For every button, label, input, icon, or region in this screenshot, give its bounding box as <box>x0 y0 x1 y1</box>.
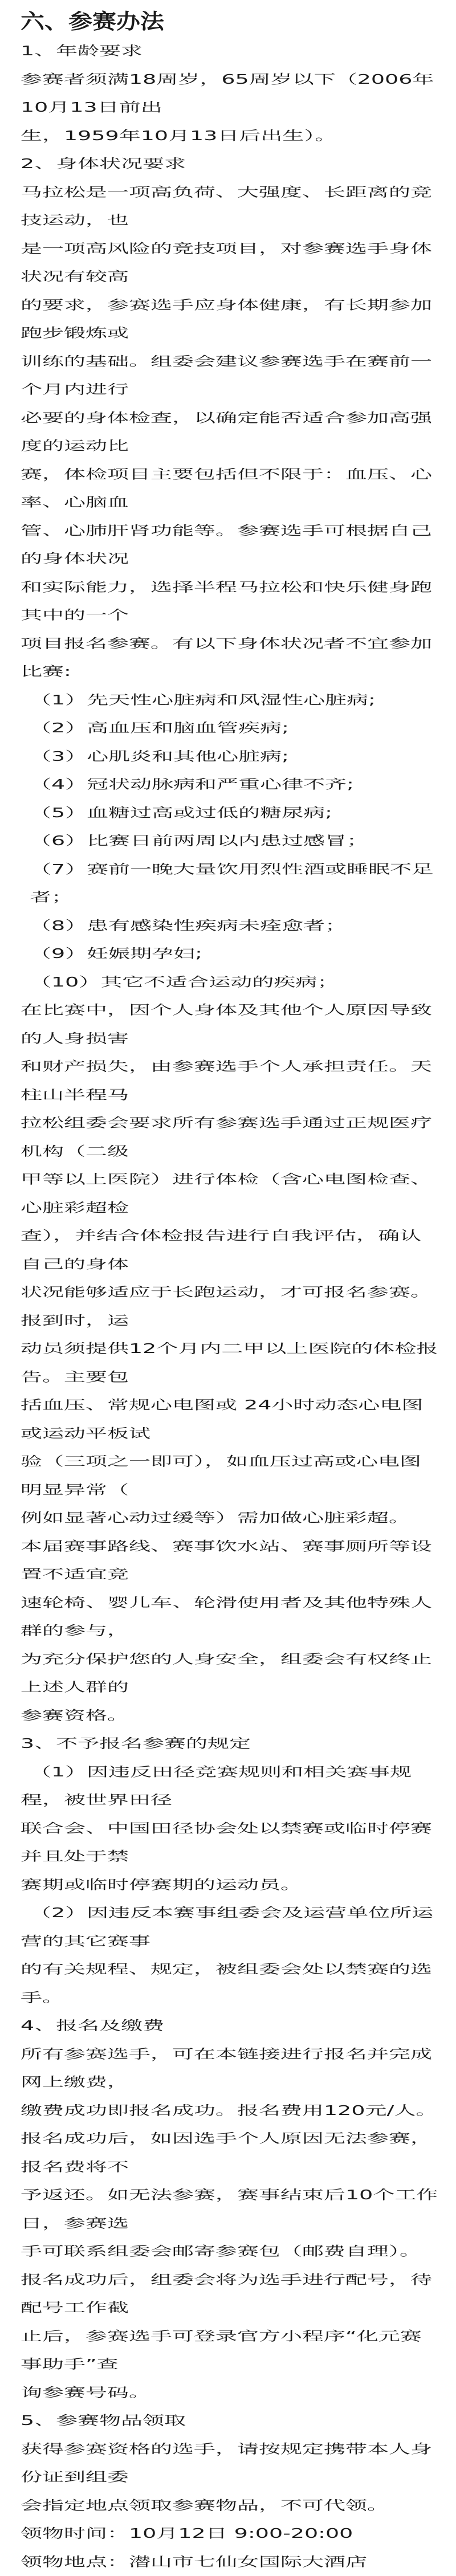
condition-item: （2）高血压和脑血管疾病; <box>30 720 289 736</box>
condition-item: （9）妊娠期孕妇; <box>30 946 202 961</box>
condition-list <box>21 686 442 996</box>
registration-paragraph: 所有参赛选手，可在本链接进行报名并完成网上缴费， 缴费成功即报名成功。报名费用120元/人。 <box>21 2046 438 2118</box>
condition-item: （4）冠状动脉病和严重心律不齐; <box>30 777 354 792</box>
condition-item: （1）先天性心脏病和风湿性心脏病; <box>30 692 376 708</box>
condition-item: （5）血糖过高或过低的糖尿病; <box>30 805 332 821</box>
restriction-text: 本届赛事路线、赛事饮水站、赛事厕所等设置不适宜竞 速轮椅、婴儿车、轮滑使用者及其他特殊人群的参与， 为充分保护您的人身安全，组委会有权终止上述人群的 参赛资格。 <box>21 1538 433 1723</box>
registration-heading: 4、报名及缴费 <box>21 2018 165 2033</box>
condition-item: （3）心肌炎和其他心脏病; <box>30 748 289 764</box>
condition-item: （10）其它不适合运动的疾病； <box>30 974 339 990</box>
condition-item: （6）比赛日前两周以内患过感冒； <box>30 833 369 849</box>
ineligible-item: （1）因违反田径竞赛规则和相关赛事规程，被世界田径 联合会、中国田径协会处以禁赛或临时停赛并且处于禁 赛期或临时停赛期的运动员。 <box>21 1764 433 1893</box>
pickup-location: 领物地点：潜山市七仙女国际大酒店 <box>21 2554 368 2570</box>
age-heading: 1、年龄要求 <box>21 43 143 59</box>
pickup-time: 领物时间：10月12日 9:00-20:00 <box>21 2526 353 2541</box>
section-title: 六、参赛办法 <box>21 9 165 34</box>
liability-text: 在比赛中，因个人身体及其他个人原因导致的人身损害 和财产损失，由参赛选手个人承担责任。天柱山半程马 拉松组委会要求所有参赛选手通过正规医疗机构（二级 甲等以上医院）进行体检（含心电图检查、心脏彩超检 查），并结合体检报告进行自我评估，确认自己的身体 状况能够适应于长跑运动，才可报名参赛。报到时，运 动员须提供12个月内二甲以上医院的体检报告。主要包 括血压、常规心电图或 24小时动态心电图或运动平板试 验（三项之一即可），如血压过高或心电图明显异常（ 例如显著心动过缓等）需加做心脏彩超。 <box>21 1002 438 1526</box>
ineligible-heading: 3、不予报名参赛的规定 <box>21 1736 251 1751</box>
age-requirement-text: 参赛者须满18周岁，65周岁以下（2006年10月13日前出 生，1959年10月13日后出生）。 <box>21 71 434 144</box>
health-heading: 2、身体状况要求 <box>21 156 186 172</box>
registration-paragraph: 报名成功后，如因选手个人原因无法参赛，报名费将不 予返还。如无法参赛，赛事结束后10个工作日，参赛选 手可联系组委会邮寄参赛包（邮费自理）。 <box>21 2131 438 2259</box>
ineligible-item: （2）因违反本赛事组委会及运营单位所运营的其它赛事 的有关规程、规定，被组委会处以禁赛的选手。 <box>21 1905 434 2006</box>
registration-paragraph: 报名成功后，组委会将为选手进行配号，待配号工作截 止后，参赛选手可登录官方小程序“化元赛事助手”查 询参赛号码。 <box>21 2272 433 2400</box>
pickup-heading: 5、参赛物品领取 <box>21 2413 186 2428</box>
condition-item: （8）患有感染性疾病未痊愈者； <box>30 918 347 934</box>
document <box>21 0 442 2576</box>
pickup-text: 获得参赛资格的选手，请按规定携带本人身份证到组委 会指定地点领取参赛物品，不可代领。 <box>21 2441 433 2513</box>
condition-item: （7）赛前一晚大量饮用烈性酒或睡眠不足者； <box>30 861 434 905</box>
health-intro-text: 马拉松是一项高负荷、大强度、长距离的竞技运动，也 是一项高风险的竞技项目，对参赛选手身体状况有较高 的要求，参赛选手应身体健康，有长期参加跑步锻炼或 训练的基础。组委会建议参赛选手在赛前一个月内进行 必要的身体检查，以确定能否适合参加高强度的运动比 赛，体检项目主要包括但不限于：血压、心率、心脑血 管、心肺肝肾功能等。参赛选手可根据自己的身体状况 和实际能力，选择半程马拉松和快乐健身跑其中的一个 项目报名参赛。有以下身体状况者不宜参加比赛: <box>21 184 433 679</box>
